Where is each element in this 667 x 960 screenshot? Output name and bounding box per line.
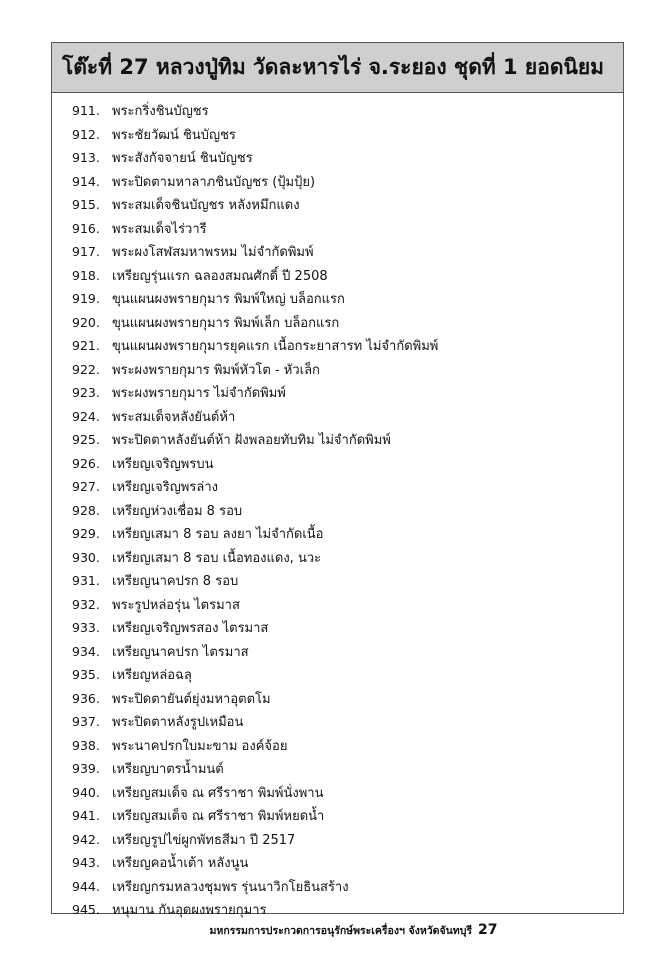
content-frame [51,42,624,919]
item-number: 944. [72,878,100,894]
footer-text: มหกรรมการประกวดการอนุรักษ์พระเครื่องฯ จังหวัดจันทบุรี [209,925,473,937]
list-item [52,240,623,264]
list-item [52,193,623,217]
item-text: เหรียญเจริญพรล่าง [112,480,218,496]
item-number: 927. [72,479,100,495]
list-item [52,687,623,711]
item-text: เหรียญเสมา 8 รอบ ลงยา ไม่จำกัดเนื้อ [112,527,324,543]
list-item [52,851,623,875]
list-item [52,757,623,781]
item-text: เหรียญนาคปรก ไตรมาส [112,644,249,660]
item-number: 917. [72,244,100,260]
item-number: 925. [72,432,100,448]
list-item [52,875,623,899]
list-item [52,170,623,194]
list-item [52,287,623,311]
item-number: 937. [72,714,100,730]
item-text: พระสมเด็จหลังยันต์ห้า [112,409,236,425]
item-number: 912. [72,126,100,142]
item-text: หนุมาน กันอุดผงพรายกุมาร [112,903,267,919]
item-text: พระผงพรายกุมาร พิมพ์หัวโต - หัวเล็ก [112,362,320,378]
item-number: 926. [72,455,100,471]
item-text: พระปิดตายันต์ยุ่งมหาอุตตโม [112,691,271,707]
list-item [52,546,623,570]
item-number: 933. [72,620,100,636]
item-number: 923. [72,385,100,401]
item-number: 924. [72,408,100,424]
item-number: 915. [72,197,100,213]
item-number: 913. [72,150,100,166]
item-text: พระนาคปรกใบมะขาม องค์จ้อย [112,738,288,754]
item-text: เหรียญสมเด็จ ณ ศรีราชา พิมพ์นั่งพาน [112,785,324,801]
list-item [52,898,623,922]
item-number: 916. [72,220,100,236]
item-number: 922. [72,361,100,377]
item-text: เหรียญสมเด็จ ณ ศรีราชา พิมพ์หยดน้ำ [112,809,325,825]
item-text: เหรียญหล่อฉลุ [112,668,192,684]
item-number: 936. [72,690,100,706]
item-number: 934. [72,643,100,659]
list-item [52,452,623,476]
list-item [52,499,623,523]
item-text: พระปิดตาหลังรูปเหมือน [112,715,244,731]
list-item [52,522,623,546]
item-text: พระผงโสฬสมหาพรหม ไม่จำกัดพิมพ์ [112,245,314,261]
item-text: เหรียญเสมา 8 รอบ เนื้อทองแดง, นวะ [112,550,322,566]
item-number: 931. [72,573,100,589]
item-text: พระสมเด็จไร่วารี [112,221,207,237]
item-text: ขุนแผนผงพรายกุมาร พิมพ์เล็ก บล็อกแรก [112,315,340,331]
list-item [52,710,623,734]
item-number: 943. [72,855,100,871]
item-number: 921. [72,338,100,354]
item-number: 929. [72,526,100,542]
item-number: 940. [72,784,100,800]
list-item [52,616,623,640]
list-item [52,804,623,828]
item-number: 945. [72,902,100,918]
item-text: พระปิดตาหลังยันต์ห้า ฝังพลอยทับทิม ไม่จำกัดพิมพ์ [112,433,391,449]
list-item [52,828,623,852]
list-item [52,381,623,405]
item-text: เหรียญคอน้ำเต้า หลังนูน [112,856,249,872]
item-text: พระชัยวัฒน์ ชินบัญชร [112,127,236,143]
item-text: พระผงพรายกุมาร ไม่จำกัดพิมพ์ [112,386,286,402]
item-text: พระสมเด็จชินบัญชร หลังหมึกแดง [112,198,300,214]
item-text: พระกริ่งชินบัญชร [112,104,209,120]
page-number: 27 [478,922,498,938]
page-title: โต๊ะที่ 27 หลวงปู่ทิม วัดละหารไร่ จ.ระยอง ชุดที่ 1 ยอดนิยม [62,55,604,79]
item-number: 928. [72,502,100,518]
item-number: 941. [72,808,100,824]
list-item [52,264,623,288]
page-footer [0,919,667,939]
item-list [52,99,623,922]
item-text: เหรียญกรมหลวงชุมพร รุ่นนาวิกโยธินสร้าง [112,879,349,895]
item-number: 911. [72,103,100,119]
item-text: พระปิดตามหาลาภชินบัญชร (ปุ้มปุ้ย) [112,174,316,190]
item-number: 938. [72,737,100,753]
item-number: 919. [72,291,100,307]
item-text: เหรียญนาคปรก 8 รอบ [112,574,239,590]
list-item [52,311,623,335]
list-item [52,569,623,593]
list-item [52,734,623,758]
list-item [52,593,623,617]
item-number: 930. [72,549,100,565]
item-text: เหรียญเจริญพรสอง ไตรมาส [112,621,269,637]
list-item [52,405,623,429]
list-item [52,99,623,123]
list-item [52,358,623,382]
item-text: เหรียญบาตรน้ำมนต์ [112,762,224,778]
title-bar [52,43,623,93]
list-item [52,663,623,687]
item-number: 918. [72,267,100,283]
item-text: เหรียญรูปไข่ผูกพัทธสีมา ปี 2517 [112,832,296,848]
list-item [52,475,623,499]
item-number: 914. [72,173,100,189]
item-text: ขุนแผนผงพรายกุมารยุคแรก เนื้อกระยาสารท ไม่จำกัดพิมพ์ [112,339,439,355]
item-text: เหรียญรุ่นแรก ฉลองสมณศักดิ์ ปี 2508 [112,268,328,284]
item-text: เหรียญเจริญพรบน [112,456,214,472]
item-text: พระรูปหล่อรุ่น ไตรมาส [112,597,240,613]
list-item [52,217,623,241]
item-text: ขุนแผนผงพรายกุมาร พิมพ์ใหญ่ บล็อกแรก [112,292,345,308]
item-text: พระสังกัจจายน์ ชินบัญชร [112,151,253,167]
list-item [52,146,623,170]
item-text: เหรียญห่วงเชื่อม 8 รอบ [112,503,243,519]
item-number: 932. [72,596,100,612]
list-item [52,781,623,805]
list-item [52,428,623,452]
item-number: 939. [72,761,100,777]
item-number: 920. [72,314,100,330]
list-item [52,123,623,147]
list-item [52,334,623,358]
list-item [52,640,623,664]
item-number: 935. [72,667,100,683]
item-number: 942. [72,831,100,847]
